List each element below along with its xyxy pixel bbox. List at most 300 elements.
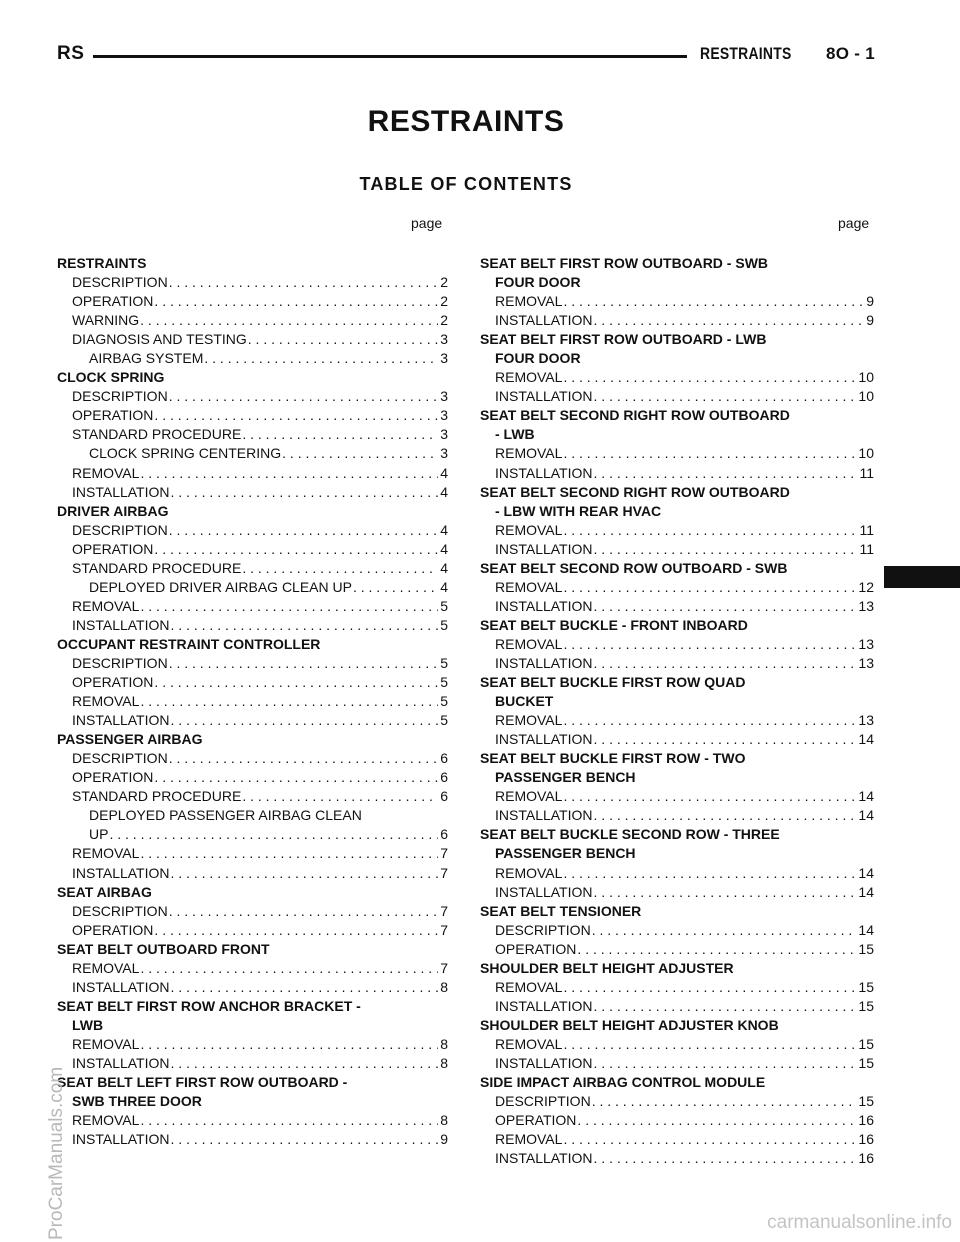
toc-section-heading (57, 1073, 448, 1092)
toc-entry-label: INSTALLATION (72, 616, 170, 633)
toc-entry[interactable] (57, 654, 448, 673)
toc-entry-page: 13 (858, 597, 874, 614)
toc-entry-label: OPERATION (72, 407, 154, 424)
toc-entry[interactable] (480, 635, 874, 654)
toc-entry-label: INSTALLATION (495, 1150, 593, 1167)
toc-leader-dots (241, 787, 438, 806)
toc-entry-label: INSTALLATION (495, 464, 593, 481)
toc-entry-label: SHOULDER BELT HEIGHT ADJUSTER KNOB (480, 1016, 779, 1033)
toc-entry-page: 4 (440, 464, 448, 481)
page-label-right: page (838, 215, 870, 231)
toc-entry[interactable] (57, 864, 448, 883)
toc-entry-label: OPERATION (72, 293, 154, 310)
toc-entry-label: DESCRIPTION (72, 654, 168, 671)
toc-entry-label: DIAGNOSIS AND TESTING (72, 331, 247, 348)
toc-entry-label: SEAT BELT BUCKLE FIRST ROW - TWO (480, 750, 746, 767)
toc-entry[interactable] (480, 1035, 874, 1054)
toc-entry-page: 2 (440, 293, 448, 310)
toc-entry-label: SEAT AIRBAG (57, 883, 152, 900)
toc-entry-label: SEAT BELT BUCKLE SECOND ROW - THREE (480, 826, 780, 843)
toc-entry[interactable] (480, 597, 874, 616)
toc-entry-page: 13 (858, 712, 874, 729)
toc-entry[interactable] (480, 521, 874, 540)
toc-entry[interactable] (57, 559, 448, 578)
toc-leader-dots (170, 1054, 439, 1073)
toc-entry-label: PASSENGER BENCH (495, 769, 636, 786)
toc-leader-dots (593, 1149, 857, 1168)
toc-entry-label: SWB THREE DOOR (72, 1093, 202, 1110)
toc-entry-label: REMOVAL (495, 1131, 563, 1148)
toc-section-heading (57, 502, 448, 521)
toc-entry-label: INSTALLATION (495, 312, 593, 329)
toc-entry-label: REMOVAL (495, 521, 563, 538)
toc-entry-label: SHOULDER BELT HEIGHT ADJUSTER (480, 959, 734, 976)
toc-entry[interactable] (480, 387, 874, 406)
toc-leader-dots (562, 444, 856, 463)
toc-leader-dots (168, 749, 439, 768)
toc-entry-page: 7 (440, 864, 448, 881)
toc-leader-dots (562, 292, 864, 311)
toc-section-heading (57, 883, 448, 902)
toc-entry[interactable] (57, 959, 448, 978)
toc-leader-dots (281, 444, 438, 463)
toc-leader-dots (591, 921, 857, 940)
toc-entry[interactable] (57, 406, 448, 425)
toc-leader-dots (593, 540, 858, 559)
toc-entry-label: FOUR DOOR (495, 274, 581, 291)
toc-entry[interactable] (57, 521, 448, 540)
toc-entry-page: 14 (858, 731, 874, 748)
toc-entry[interactable] (57, 711, 448, 730)
toc-entry-page: 5 (440, 654, 448, 671)
toc-entry-page: 4 (440, 559, 448, 576)
toc-leader-dots (562, 864, 856, 883)
toc-entry-page: 4 (440, 578, 448, 595)
toc-leader-dots (593, 997, 857, 1016)
toc-section-heading (480, 349, 874, 368)
toc-entry[interactable] (57, 787, 448, 806)
toc-entry[interactable] (480, 787, 874, 806)
toc-entry-label: REMOVAL (495, 864, 563, 881)
toc-entry-label: REMOVAL (72, 959, 140, 976)
toc-entry[interactable] (480, 1130, 874, 1149)
toc-entry[interactable] (480, 864, 874, 883)
toc-entry[interactable] (57, 978, 448, 997)
toc-leader-dots (562, 978, 856, 997)
toc-heading: TABLE OF CONTENTS (359, 174, 573, 194)
toc-leader-dots (153, 673, 438, 692)
toc-leader-dots (241, 559, 438, 578)
toc-entry[interactable] (57, 825, 448, 844)
toc-leader-dots (562, 635, 856, 654)
toc-entry[interactable] (57, 673, 448, 692)
toc-entry-label: SEAT BELT SECOND RIGHT ROW OUTBOARD (480, 407, 790, 424)
toc-entry-label: OPERATION (495, 940, 577, 957)
toc-entry-page: 7 (440, 959, 448, 976)
toc-entry-page: 15 (858, 1054, 874, 1071)
toc-entry-label: REMOVAL (72, 693, 140, 710)
toc-entry-page: 2 (440, 274, 448, 291)
toc-leader-dots (139, 597, 438, 616)
toc-entry[interactable] (480, 883, 874, 902)
toc-section-heading (480, 254, 874, 273)
toc-entry-label: SEAT BELT BUCKLE - FRONT INBOARD (480, 616, 748, 633)
toc-entry-label: INSTALLATION (495, 540, 593, 557)
toc-section-heading (480, 692, 874, 711)
toc-entry-page: 14 (858, 807, 874, 824)
toc-entry-label: INSTALLATION (72, 1131, 170, 1148)
section-tab-marker (884, 566, 960, 588)
toc-entry[interactable] (480, 978, 874, 997)
toc-entry[interactable] (480, 997, 874, 1016)
toc-entry-page: 15 (858, 1093, 874, 1110)
toc-entry-label: CLOCK SPRING CENTERING (89, 445, 282, 462)
toc-section-heading (480, 749, 874, 768)
toc-entry[interactable] (57, 844, 448, 863)
toc-entry[interactable] (57, 616, 448, 635)
toc-entry-label: UP (89, 826, 109, 843)
toc-leader-dots (576, 940, 856, 959)
toc-entry[interactable] (480, 464, 874, 483)
toc-entry-page: 3 (440, 445, 448, 462)
toc-leader-dots (562, 578, 856, 597)
toc-entry-page: 9 (440, 1131, 448, 1148)
toc-entry-label: REMOVAL (495, 788, 563, 805)
toc-entry[interactable] (57, 597, 448, 616)
header-vehicle-code: RS (57, 43, 85, 64)
toc-entry-page: 4 (440, 540, 448, 557)
toc-section-heading (57, 730, 448, 749)
toc-entry-page: 3 (440, 388, 448, 405)
toc-leader-dots (593, 1054, 857, 1073)
toc-entry-page: 4 (440, 521, 448, 538)
toc-entry-page: 14 (858, 788, 874, 805)
toc-entry[interactable] (480, 578, 874, 597)
toc-section-heading (480, 673, 874, 692)
toc-entry-label: DEPLOYED PASSENGER AIRBAG CLEAN (89, 807, 362, 824)
toc-entry[interactable] (480, 1149, 874, 1168)
toc-entry[interactable] (57, 387, 448, 406)
toc-entry-page: 6 (440, 788, 448, 805)
toc-leader-dots (562, 711, 856, 730)
toc-entry-label: INSTALLATION (495, 388, 593, 405)
toc-entry-page: 16 (858, 1131, 874, 1148)
toc-entry-label: REMOVAL (495, 578, 563, 595)
toc-leader-dots (562, 1035, 856, 1054)
toc-entry-page: 10 (858, 445, 874, 462)
toc-section-heading (480, 330, 874, 349)
toc-entry-label: - LWB (495, 426, 535, 443)
toc-entry[interactable] (57, 292, 448, 311)
toc-entry-page: 8 (440, 1035, 448, 1052)
toc-entry-label: OPERATION (72, 540, 154, 557)
toc-entry-page: 3 (440, 426, 448, 443)
toc-entry-page: 13 (858, 635, 874, 652)
toc-entry-page: 3 (440, 407, 448, 424)
toc-leader-dots (170, 864, 439, 883)
toc-entry-label: INSTALLATION (495, 883, 593, 900)
toc-leader-dots (153, 540, 438, 559)
toc-leader-dots (168, 902, 439, 921)
toc-entry-label: STANDARD PROCEDURE (72, 559, 242, 576)
toc-entry-label: - LBW WITH REAR HVAC (495, 502, 662, 519)
toc-entry-label: DESCRIPTION (495, 1093, 591, 1110)
toc-leader-dots (170, 1130, 439, 1149)
toc-entry-label: INSTALLATION (72, 712, 170, 729)
toc-entry-page: 5 (440, 674, 448, 691)
toc-entry-page: 14 (858, 921, 874, 938)
toc-entry[interactable] (480, 540, 874, 559)
toc-entry-label: DESCRIPTION (72, 902, 168, 919)
toc-entry-label: REMOVAL (72, 464, 140, 481)
toc-entry[interactable] (480, 368, 874, 387)
toc-section-heading (480, 768, 874, 787)
toc-entry-label: SEAT BELT FIRST ROW ANCHOR BRACKET - (57, 997, 361, 1014)
toc-entry-label: PASSENGER BENCH (495, 845, 636, 862)
toc-entry-page: 9 (866, 312, 874, 329)
toc-entry-page: 7 (440, 902, 448, 919)
watermark-bottom: carmanualsonline.info (767, 1212, 952, 1233)
toc-entry-label: INSTALLATION (72, 978, 170, 995)
toc-entry-label: OPERATION (72, 769, 154, 786)
toc-leader-dots (139, 692, 438, 711)
toc-entry-page: 10 (858, 388, 874, 405)
toc-entry-label: OPERATION (72, 921, 154, 938)
toc-leader-dots (593, 806, 857, 825)
toc-leader-dots (591, 1092, 857, 1111)
toc-leader-dots (593, 883, 857, 902)
toc-entry-label: INSTALLATION (495, 731, 593, 748)
toc-entry[interactable] (57, 578, 448, 597)
toc-entry[interactable] (480, 292, 874, 311)
toc-entry[interactable] (57, 1130, 448, 1149)
toc-entry-label: INSTALLATION (72, 1054, 170, 1071)
toc-entry[interactable] (480, 1054, 874, 1073)
toc-leader-dots (562, 1130, 856, 1149)
toc-entry (57, 806, 448, 825)
toc-entry-label: INSTALLATION (495, 597, 593, 614)
toc-leader-dots (593, 311, 865, 330)
header-section (700, 44, 876, 64)
toc-entry[interactable] (57, 464, 448, 483)
toc-entry-page: 7 (440, 921, 448, 938)
page-label-left: page (411, 215, 443, 231)
toc-entry-label: FOUR DOOR (495, 350, 581, 367)
toc-leader-dots (153, 768, 438, 787)
toc-entry-page: 3 (440, 331, 448, 348)
toc-leader-dots (168, 273, 439, 292)
toc-leader-dots (562, 787, 856, 806)
toc-leader-dots (153, 921, 438, 940)
toc-section-heading (480, 406, 874, 425)
toc-leader-dots (108, 825, 438, 844)
toc-entry-page: 14 (858, 883, 874, 900)
toc-section-heading (480, 844, 874, 863)
toc-entry-label: SEAT BELT SECOND ROW OUTBOARD - SWB (480, 559, 788, 576)
toc-leader-dots (139, 844, 438, 863)
toc-entry-label: INSTALLATION (72, 483, 170, 500)
toc-entry-label: REMOVAL (72, 597, 140, 614)
toc-entry-page: 15 (858, 940, 874, 957)
toc-entry-label: REMOVAL (495, 445, 563, 462)
toc-entry-page: 16 (858, 1150, 874, 1167)
toc-entry-page: 4 (440, 483, 448, 500)
toc-entry-page: 3 (440, 350, 448, 367)
toc-entry-label: REMOVAL (495, 635, 563, 652)
toc-entry-label: REMOVAL (72, 845, 140, 862)
toc-section-heading (57, 1092, 448, 1111)
toc-section-heading (480, 825, 874, 844)
toc-entry-label: REMOVAL (72, 1035, 140, 1052)
toc-entry-label: DRIVER AIRBAG (57, 502, 169, 519)
toc-entry[interactable] (57, 425, 448, 444)
toc-entry[interactable] (57, 768, 448, 787)
toc-entry-label: SEAT BELT LEFT FIRST ROW OUTBOARD - (57, 1074, 348, 1091)
toc-entry[interactable] (480, 711, 874, 730)
toc-entry-page: 11 (859, 464, 874, 481)
toc-entry[interactable] (57, 749, 448, 768)
toc-entry[interactable] (57, 692, 448, 711)
toc-entry[interactable] (57, 1111, 448, 1130)
toc-entry-label: SEAT BELT TENSIONER (480, 902, 642, 919)
toc-entry-page: 5 (440, 712, 448, 729)
toc-entry-label: SIDE IMPACT AIRBAG CONTROL MODULE (480, 1074, 766, 1091)
toc-entry[interactable] (480, 654, 874, 673)
toc-entry-label: INSTALLATION (495, 807, 593, 824)
toc-entry-label: REMOVAL (495, 369, 563, 386)
toc-leader-dots (139, 464, 438, 483)
toc-entry[interactable] (480, 311, 874, 330)
toc-section-heading (480, 559, 874, 578)
toc-entry-page: 6 (440, 769, 448, 786)
toc-entry-label: OPERATION (72, 674, 154, 691)
toc-entry[interactable] (57, 1035, 448, 1054)
toc-entry-label: SEAT BELT FIRST ROW OUTBOARD - SWB (480, 255, 769, 271)
header-rule (93, 55, 687, 58)
toc-entry-label: PASSENGER AIRBAG (57, 731, 203, 748)
toc-entry[interactable] (480, 806, 874, 825)
toc-entry-label: SEAT BELT SECOND RIGHT ROW OUTBOARD (480, 483, 790, 500)
toc-leader-dots (203, 349, 438, 368)
toc-leader-dots (562, 521, 857, 540)
toc-leader-dots (593, 464, 858, 483)
toc-section-heading (480, 616, 874, 635)
toc-entry-label: STANDARD PROCEDURE (72, 426, 242, 443)
toc-entry-label: DEPLOYED DRIVER AIRBAG CLEAN UP (89, 578, 352, 595)
toc-leader-dots (170, 711, 439, 730)
toc-entry-page: 16 (858, 1112, 874, 1129)
toc-entry[interactable] (480, 730, 874, 749)
toc-leader-dots (352, 578, 438, 597)
toc-section-heading (57, 368, 448, 387)
toc-entry-label: DESCRIPTION (72, 388, 168, 405)
toc-entry[interactable] (480, 1111, 874, 1130)
toc-entry-label: INSTALLATION (495, 1054, 593, 1071)
toc-entry[interactable] (480, 921, 874, 940)
toc-entry[interactable] (57, 921, 448, 940)
toc-entry-label: BUCKET (495, 693, 554, 710)
toc-entry-label: DESCRIPTION (72, 274, 168, 291)
toc-entry[interactable] (57, 1054, 448, 1073)
toc-entry[interactable] (57, 311, 448, 330)
toc-entry-page: 8 (440, 1054, 448, 1071)
toc-section-heading (480, 502, 874, 521)
toc-section-heading (480, 1016, 874, 1035)
toc-entry-label: AIRBAG SYSTEM (89, 350, 204, 367)
toc-entry-label: INSTALLATION (495, 997, 593, 1014)
toc-section-heading (480, 425, 874, 444)
toc-entry[interactable] (57, 330, 448, 349)
toc-section-heading (57, 940, 448, 959)
toc-entry-label: SEAT BELT BUCKLE FIRST ROW QUAD (480, 674, 746, 691)
toc-entry-label: REMOVAL (72, 1112, 140, 1129)
toc-entry-page: 15 (858, 1035, 874, 1052)
toc-leader-dots (153, 406, 438, 425)
toc-leader-dots (168, 654, 439, 673)
toc-entry[interactable] (57, 540, 448, 559)
toc-entry-page: 14 (858, 864, 874, 881)
toc-entry-page: 5 (440, 693, 448, 710)
toc-entry[interactable] (480, 940, 874, 959)
toc-entry-page: 8 (440, 1112, 448, 1129)
toc-entry[interactable] (57, 273, 448, 292)
toc-entry-label: RESTRAINTS (57, 255, 147, 271)
toc-entry-label: DESCRIPTION (495, 921, 591, 938)
toc-leader-dots (593, 730, 857, 749)
toc-section-heading (57, 635, 448, 654)
toc-entry-page: 15 (858, 978, 874, 995)
toc-entry[interactable] (57, 483, 448, 502)
toc-entry-label: SEAT BELT FIRST ROW OUTBOARD - LWB (480, 331, 767, 348)
toc-entry-label: INSTALLATION (495, 654, 593, 671)
toc-section-heading (480, 1073, 874, 1092)
toc-entry[interactable] (480, 444, 874, 463)
toc-leader-dots (139, 959, 438, 978)
toc-entry-page: 11 (859, 521, 874, 538)
toc-entry[interactable] (480, 1092, 874, 1111)
toc-left-column (57, 254, 448, 1149)
toc-entry-page: 6 (440, 750, 448, 767)
watermark-side: ProCarManuals.com (46, 1066, 67, 1240)
toc-entry-page: 8 (440, 978, 448, 995)
toc-entry-label: INSTALLATION (72, 864, 170, 881)
toc-section-heading (480, 273, 874, 292)
toc-leader-dots (562, 368, 856, 387)
toc-leader-dots (170, 978, 439, 997)
toc-right-column (480, 254, 874, 1168)
toc-leader-dots (168, 521, 439, 540)
toc-entry[interactable] (57, 444, 448, 463)
header-page-number: 8O - 1 (826, 44, 876, 63)
toc-entry-page: 6 (440, 826, 448, 843)
toc-leader-dots (170, 616, 439, 635)
toc-entry[interactable] (57, 349, 448, 368)
toc-entry-label: LWB (72, 1016, 104, 1033)
toc-entry-page: 12 (858, 578, 874, 595)
toc-entry-label: OPERATION (495, 1112, 577, 1129)
toc-entry-label: STANDARD PROCEDURE (72, 788, 242, 805)
page-title: RESTRAINTS (367, 105, 565, 138)
toc-leader-dots (593, 654, 857, 673)
toc-entry[interactable] (57, 902, 448, 921)
toc-entry-page: 7 (440, 845, 448, 862)
toc-entry-page: 5 (440, 597, 448, 614)
toc-section-heading (57, 254, 448, 273)
toc-entry-page: 5 (440, 616, 448, 633)
toc-leader-dots (593, 597, 857, 616)
toc-entry-label: SEAT BELT OUTBOARD FRONT (57, 940, 270, 957)
toc-entry-label: OCCUPANT RESTRAINT CONTROLLER (57, 635, 321, 652)
